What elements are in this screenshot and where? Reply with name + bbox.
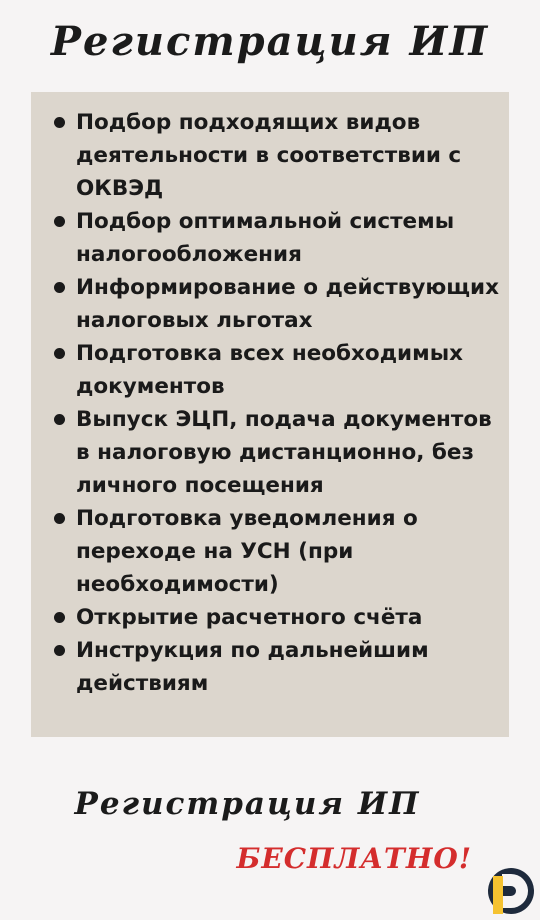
list-item-text: Подбор оптимальной системы налогообложения xyxy=(76,209,455,267)
list-item-text: Информирование о действующих налоговых льготах xyxy=(76,275,499,333)
free-label: БЕСПЛАТНО! xyxy=(236,842,472,875)
page-title: Регистрация ИП xyxy=(50,18,490,65)
list-item xyxy=(53,271,503,337)
bullet-icon xyxy=(54,612,65,623)
footer-title: Регистрация ИП xyxy=(74,786,421,822)
list-item xyxy=(53,601,503,634)
list-item xyxy=(53,634,503,700)
bullet-icon xyxy=(54,117,65,128)
brand-logo-icon xyxy=(487,866,535,916)
list-item xyxy=(53,403,503,502)
bullet-icon xyxy=(54,645,65,656)
list-item-text: Открытие расчетного счёта xyxy=(76,605,423,630)
bullet-icon xyxy=(54,348,65,359)
bullet-icon xyxy=(54,513,65,524)
list-item xyxy=(53,502,503,601)
list-item-text: Инструкция по дальнейшим действиям xyxy=(76,638,429,696)
list-item xyxy=(53,106,503,205)
bullet-icon xyxy=(54,282,65,293)
list-item xyxy=(53,205,503,271)
bullet-icon xyxy=(54,216,65,227)
list-item-text: Выпуск ЭЦП, подача документов в налоговую дистанционно, без личного посещения xyxy=(76,407,492,498)
bullet-icon xyxy=(54,414,65,425)
services-panel xyxy=(31,92,509,737)
list-item-text: Подготовка всех необходимых документов xyxy=(76,341,464,399)
list-item-text: Подготовка уведомления о переходе на УСН (при необходимости) xyxy=(76,506,418,597)
services-list xyxy=(53,106,503,700)
list-item xyxy=(53,337,503,403)
list-item-text: Подбор подходящих видов деятельности в соответствии с ОКВЭД xyxy=(76,110,462,201)
